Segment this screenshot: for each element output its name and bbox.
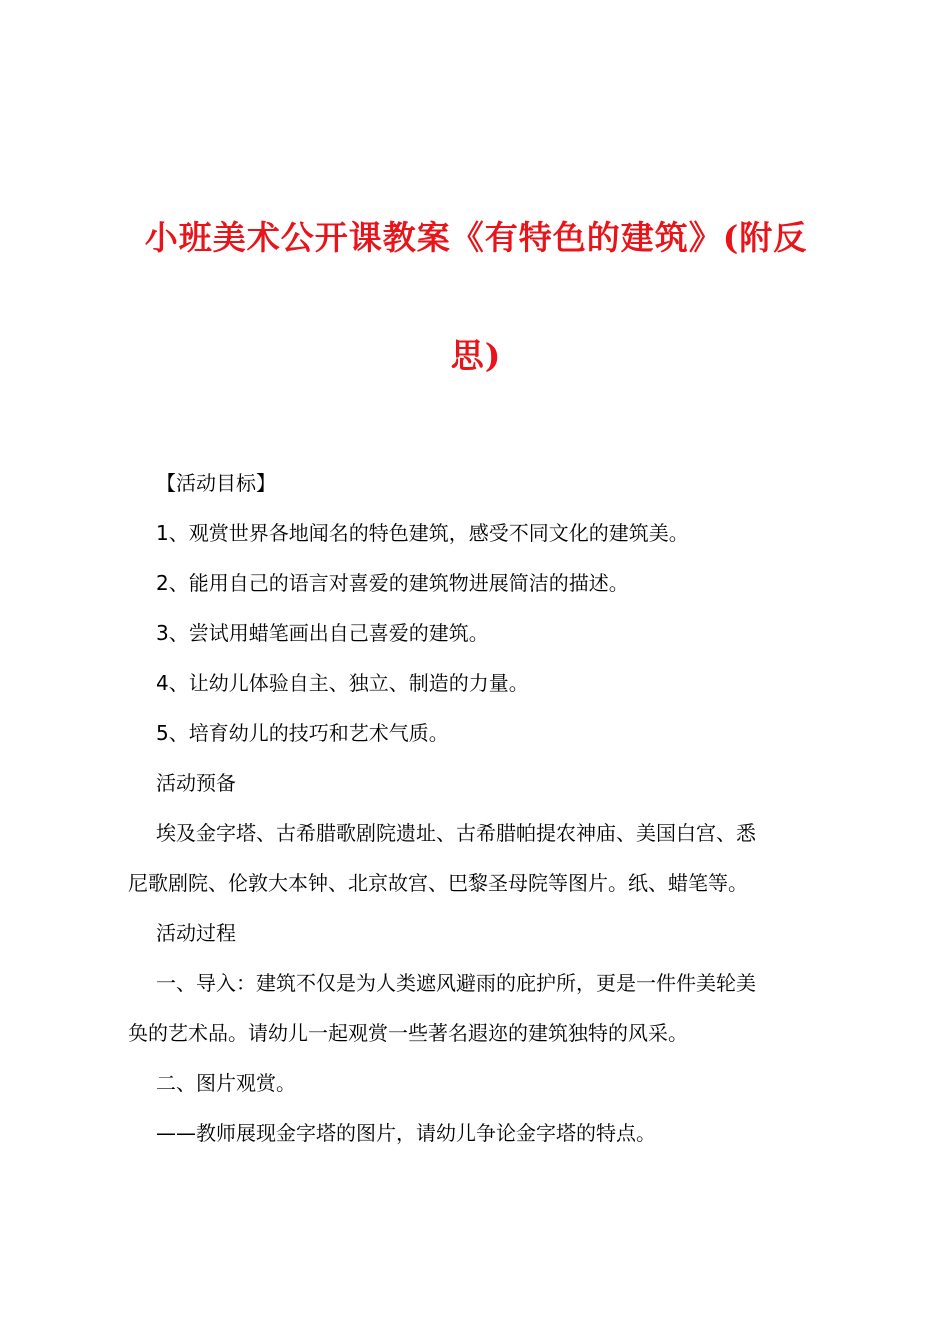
pictures-heading: 二、图片观赏。 [156,1071,296,1095]
goal-item-2: 2、能用自己的语言对喜爱的建筑物进展简洁的描述。 [156,571,629,595]
prep-paragraph-line1: 埃及金字塔、古希腊歌剧院遗址、古希腊帕提农神庙、美国白宫、悉 [156,821,756,845]
process-heading: 活动过程 [156,921,236,945]
document-title-line2: 思) [450,336,502,375]
goal-item-4: 4、让幼儿体验自主、独立、制造的力量。 [156,671,529,695]
document-title-line1: 小班美术公开课教案《有特色的建筑》(附反 [144,218,808,257]
intro-paragraph-line1: 一、导入：建筑不仅是为人类遮风避雨的庇护所，更是一件件美轮美 [156,971,756,995]
goal-item-3: 3、尝试用蜡笔画出自己喜爱的建筑。 [156,621,489,645]
goal-item-1: 1、观赏世界各地闻名的特色建筑，感受不同文化的建筑美。 [156,521,689,545]
goals-heading: 【活动目标】 [156,471,276,495]
prep-paragraph-line2: 尼歌剧院、伦敦大本钟、北京故宫、巴黎圣母院等图片。纸、蜡笔等。 [128,871,748,895]
pyramid-paragraph: ——教师展现金字塔的图片，请幼儿争论金字塔的特点。 [156,1121,656,1145]
goal-item-5: 5、培育幼儿的技巧和艺术气质。 [156,721,449,745]
prep-heading: 活动预备 [156,771,236,795]
intro-paragraph-line2: 奂的艺术品。请幼儿一起观赏一些著名遐迩的建筑独特的风采。 [128,1021,688,1045]
